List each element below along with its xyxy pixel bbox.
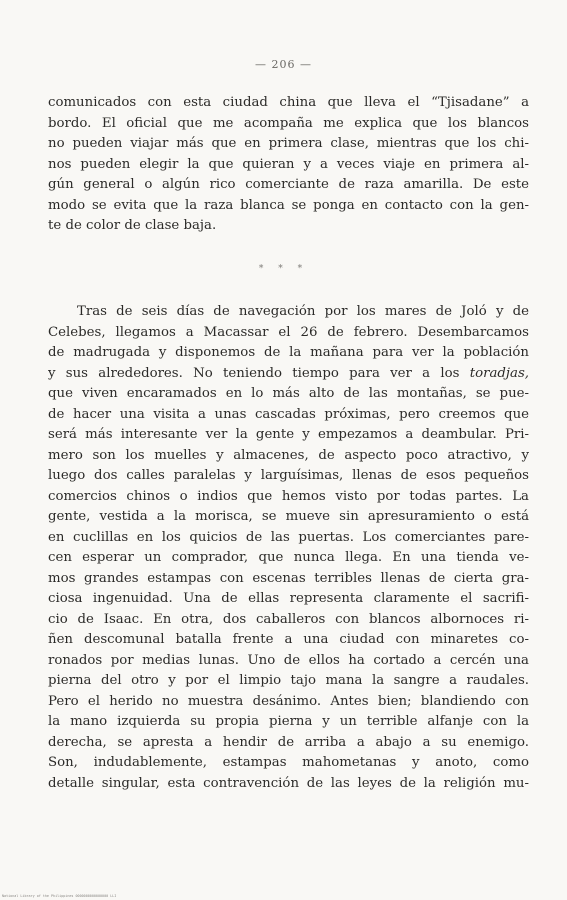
text-line: Tras de seis días de navegación por los mares de Joló y de bbox=[77, 304, 529, 319]
text-line: bordo. El oficial que me acompaña me explica que los blancos bbox=[48, 115, 529, 131]
paragraph-2 bbox=[48, 302, 529, 794]
text-line: ciosa ingenuidad. Una de ellas representa claramente el sacrifi- bbox=[48, 591, 529, 606]
text-line: en cuclillas en los quicios de las puertas. Los comerciantes pare- bbox=[48, 529, 529, 545]
text-line: detalle singular, esta contravención de las leyes de la religión mu- bbox=[48, 775, 529, 791]
text-line: luego dos calles paralelas y larguísimas, llenas de esos pequeños bbox=[48, 468, 529, 483]
library-footer-tag: National Library of the Philippines 0000000000000000 LLI bbox=[2, 894, 117, 898]
text-line: te de color de clase baja. bbox=[48, 218, 217, 233]
text-line: comercios chinos o indios que hemos visto por todas partes. La bbox=[48, 488, 529, 504]
italic-word: toradjas, bbox=[469, 365, 529, 381]
text-line: ronados por medias lunas. Uno de ellos ha cortado a cercén una bbox=[48, 652, 529, 668]
text-line: derecha, se apresta a hendir de arriba a abajo a su enemigo. bbox=[48, 734, 529, 750]
text-line: comunicados con esta ciudad china que lleva el “Tjisadane” a bbox=[48, 95, 529, 110]
text-line: cio de Isaac. En otra, dos caballeros con blancos albornoces ri- bbox=[48, 611, 529, 627]
text-line: gún general o algún rico comerciante de raza amarilla. De este bbox=[48, 177, 529, 192]
text-line: Son, indudablemente, estampas mahometanas y anoto, como bbox=[48, 755, 529, 770]
text-line: que viven encaramados en lo más alto de las montañas, se pue- bbox=[48, 386, 529, 401]
text-line: mos grandes estampas con escenas terribles llenas de cierta gra- bbox=[48, 570, 529, 586]
text-line: Celebes, llegamos a Macassar el 26 de febrero. Desembarcamos bbox=[48, 324, 529, 340]
text-line: será más interesante ver la gente y empezamos a deambular. Pri- bbox=[48, 427, 529, 442]
text-line: la mano izquierda su propia pierna y un terrible alfanje con la bbox=[48, 714, 529, 729]
text-line: pierna del otro y por el limpio tajo mana la sangre a raudales. bbox=[48, 673, 529, 688]
text-line: Pero el herido no muestra desánimo. Antes bien; blandiendo con bbox=[48, 693, 529, 709]
text-line: modo se evita que la raza blanca se ponga en contacto con la gen- bbox=[48, 197, 529, 213]
text-line: cen esperar un comprador, que nunca llega. En una tienda ve- bbox=[48, 550, 529, 565]
section-separator: * * * bbox=[258, 264, 309, 274]
text-line: de hacer una visita a unas cascadas próximas, pero creemos que bbox=[48, 406, 529, 422]
page-number: — 206 — bbox=[255, 58, 312, 71]
paragraph-1 bbox=[48, 93, 529, 237]
text-line: gente, vestida a la morisca, se mueve sin apresuramiento o está bbox=[48, 509, 529, 524]
text-line: de madrugada y disponemos de la mañana para ver la población bbox=[48, 345, 529, 360]
text-line-segment: y sus alrededores. No teniendo tiempo para ver a los bbox=[48, 365, 470, 381]
text-line: mero son los muelles y almacenes, de aspecto poco atractivo, y bbox=[48, 447, 529, 463]
text-line-with-italic bbox=[48, 364, 529, 385]
text-line: nos pueden elegir la que quieran y a veces viaje en primera al- bbox=[48, 156, 529, 172]
text-line: ñen descomunal batalla frente a una ciudad con minaretes co- bbox=[48, 632, 529, 647]
text-line: no pueden viajar más que en primera clase, mientras que los chi- bbox=[48, 136, 529, 151]
